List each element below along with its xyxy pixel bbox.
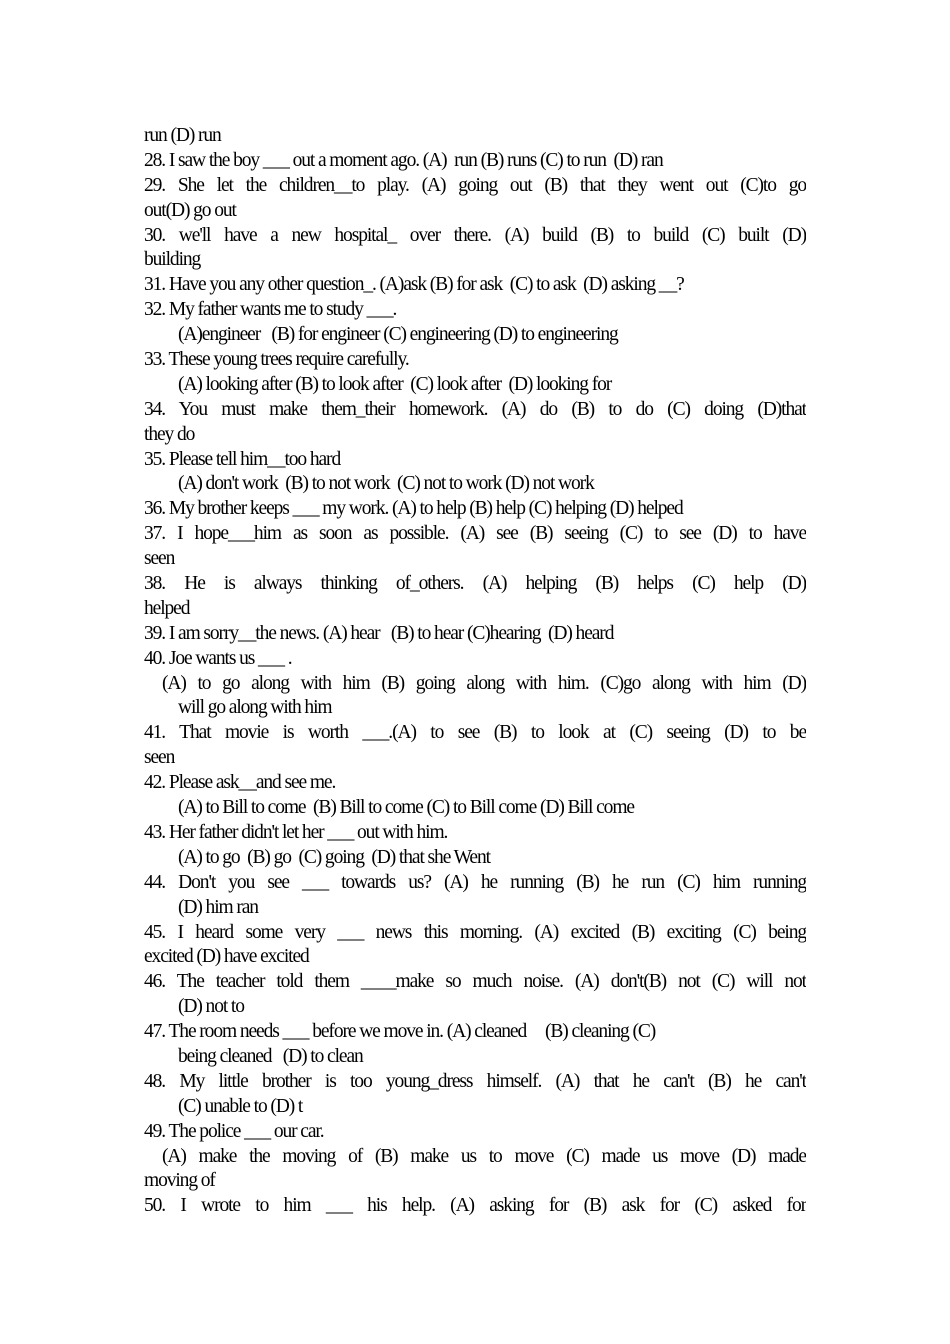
text-line: 38. He is always thinking of_others. (A) helping (B) helps (C) help (D) xyxy=(144,573,806,595)
text-line: 35. Please tell him__too hard xyxy=(144,448,341,470)
text-line: 46. The teacher told them ____make so much noise. (A) don't(B) not (C) will not xyxy=(144,971,806,993)
text-line: 49. The police ___ our car. xyxy=(144,1120,324,1142)
text-line: seen xyxy=(144,747,175,769)
text-line: 44. Don't you see ___ towards us? (A) he running (B) he run (C) him running xyxy=(144,871,806,893)
text-line: 47. The room needs ___ before we move in. (A) cleaned (B) cleaning (C) xyxy=(144,1021,656,1043)
text-line: they do xyxy=(144,423,195,445)
text-line: 31. Have you any other question_. (A)ask (B) for ask (C) to ask (D) asking __? xyxy=(144,274,684,296)
text-line: 43. Her father didn't let her ___ out with him. xyxy=(144,821,448,843)
text-line: excited (D) have excited xyxy=(144,946,309,968)
text-line: 32. My father wants me to study ___. xyxy=(144,299,397,321)
text-line: 41. That movie is worth ___.(A) to see (B) to look at (C) seeing (D) to be xyxy=(144,722,806,744)
text-line: (A) to Bill to come (B) Bill to come (C) to Bill come (D) Bill come xyxy=(178,797,634,819)
text-line: (A) to go (B) go (C) going (D) that she Went xyxy=(178,846,490,868)
text-line: (D) not to xyxy=(178,996,244,1018)
text-line: seen xyxy=(144,548,175,570)
text-line: (A) don't work (B) to not work (C) not to work (D) not work xyxy=(178,473,594,495)
text-line: building xyxy=(144,249,201,271)
text-line: 33. These young trees require carefully. xyxy=(144,349,409,371)
text-line: (A) looking after (B) to look after (C) look after (D) looking for xyxy=(178,373,612,395)
text-line: 34. You must make them_their homework. (A) do (B) to do (C) doing (D)that xyxy=(144,398,806,420)
text-line: (A) to go along with him (B) going along with him. (C)go along with him (D) xyxy=(162,672,806,694)
text-line: 29. She let the children__to play. (A) going out (B) that they went out (C)to go xyxy=(144,174,806,196)
text-line: 42. Please ask__and see me. xyxy=(144,772,336,794)
text-line: 50. I wrote to him ___ his help. (A) asking for (B) ask for (C) asked for xyxy=(144,1195,806,1217)
text-line: being cleaned (D) to clean xyxy=(178,1045,363,1067)
text-line: 37. I hope___him as soon as possible. (A) see (B) seeing (C) to see (D) to have xyxy=(144,523,806,545)
text-line: (A) make the moving of (B) make us to move (C) made us move (D) made xyxy=(162,1145,806,1167)
text-line: (A)engineer (B) for engineer (C) engineering (D) to engineering xyxy=(178,324,618,346)
text-line: 48. My little brother is too young_dress himself. (A) that he can't (B) he can't xyxy=(144,1070,806,1092)
text-line: out(D) go out xyxy=(144,199,236,221)
text-line: 39. I am sorry__the news. (A) hear (B) to hear (C)hearing (D) heard xyxy=(144,622,614,644)
text-line: moving of xyxy=(144,1170,215,1192)
text-line: 30. we'll have a new hospital_ over there. (A) build (B) to build (C) built (D) xyxy=(144,224,806,246)
text-line: helped xyxy=(144,597,190,619)
question-list xyxy=(144,124,806,1219)
text-line: run (D) run xyxy=(144,125,221,146)
text-line: 28. I saw the boy ___ out a moment ago. (A) run (B) runs (C) to run (D) ran xyxy=(144,149,663,171)
text-line: 36. My brother keeps ___ my work. (A) to help (B) help (C) helping (D) helped xyxy=(144,498,683,520)
text-line: will go along with him xyxy=(178,697,332,719)
text-line: (D) him ran xyxy=(178,896,258,918)
text-line: 45. I heard some very ___ news this morning. (A) excited (B) exciting (C) being xyxy=(144,921,806,943)
text-line: 40. Joe wants us ___ . xyxy=(144,647,292,669)
text-line: (C) unable to (D) t xyxy=(178,1095,303,1117)
